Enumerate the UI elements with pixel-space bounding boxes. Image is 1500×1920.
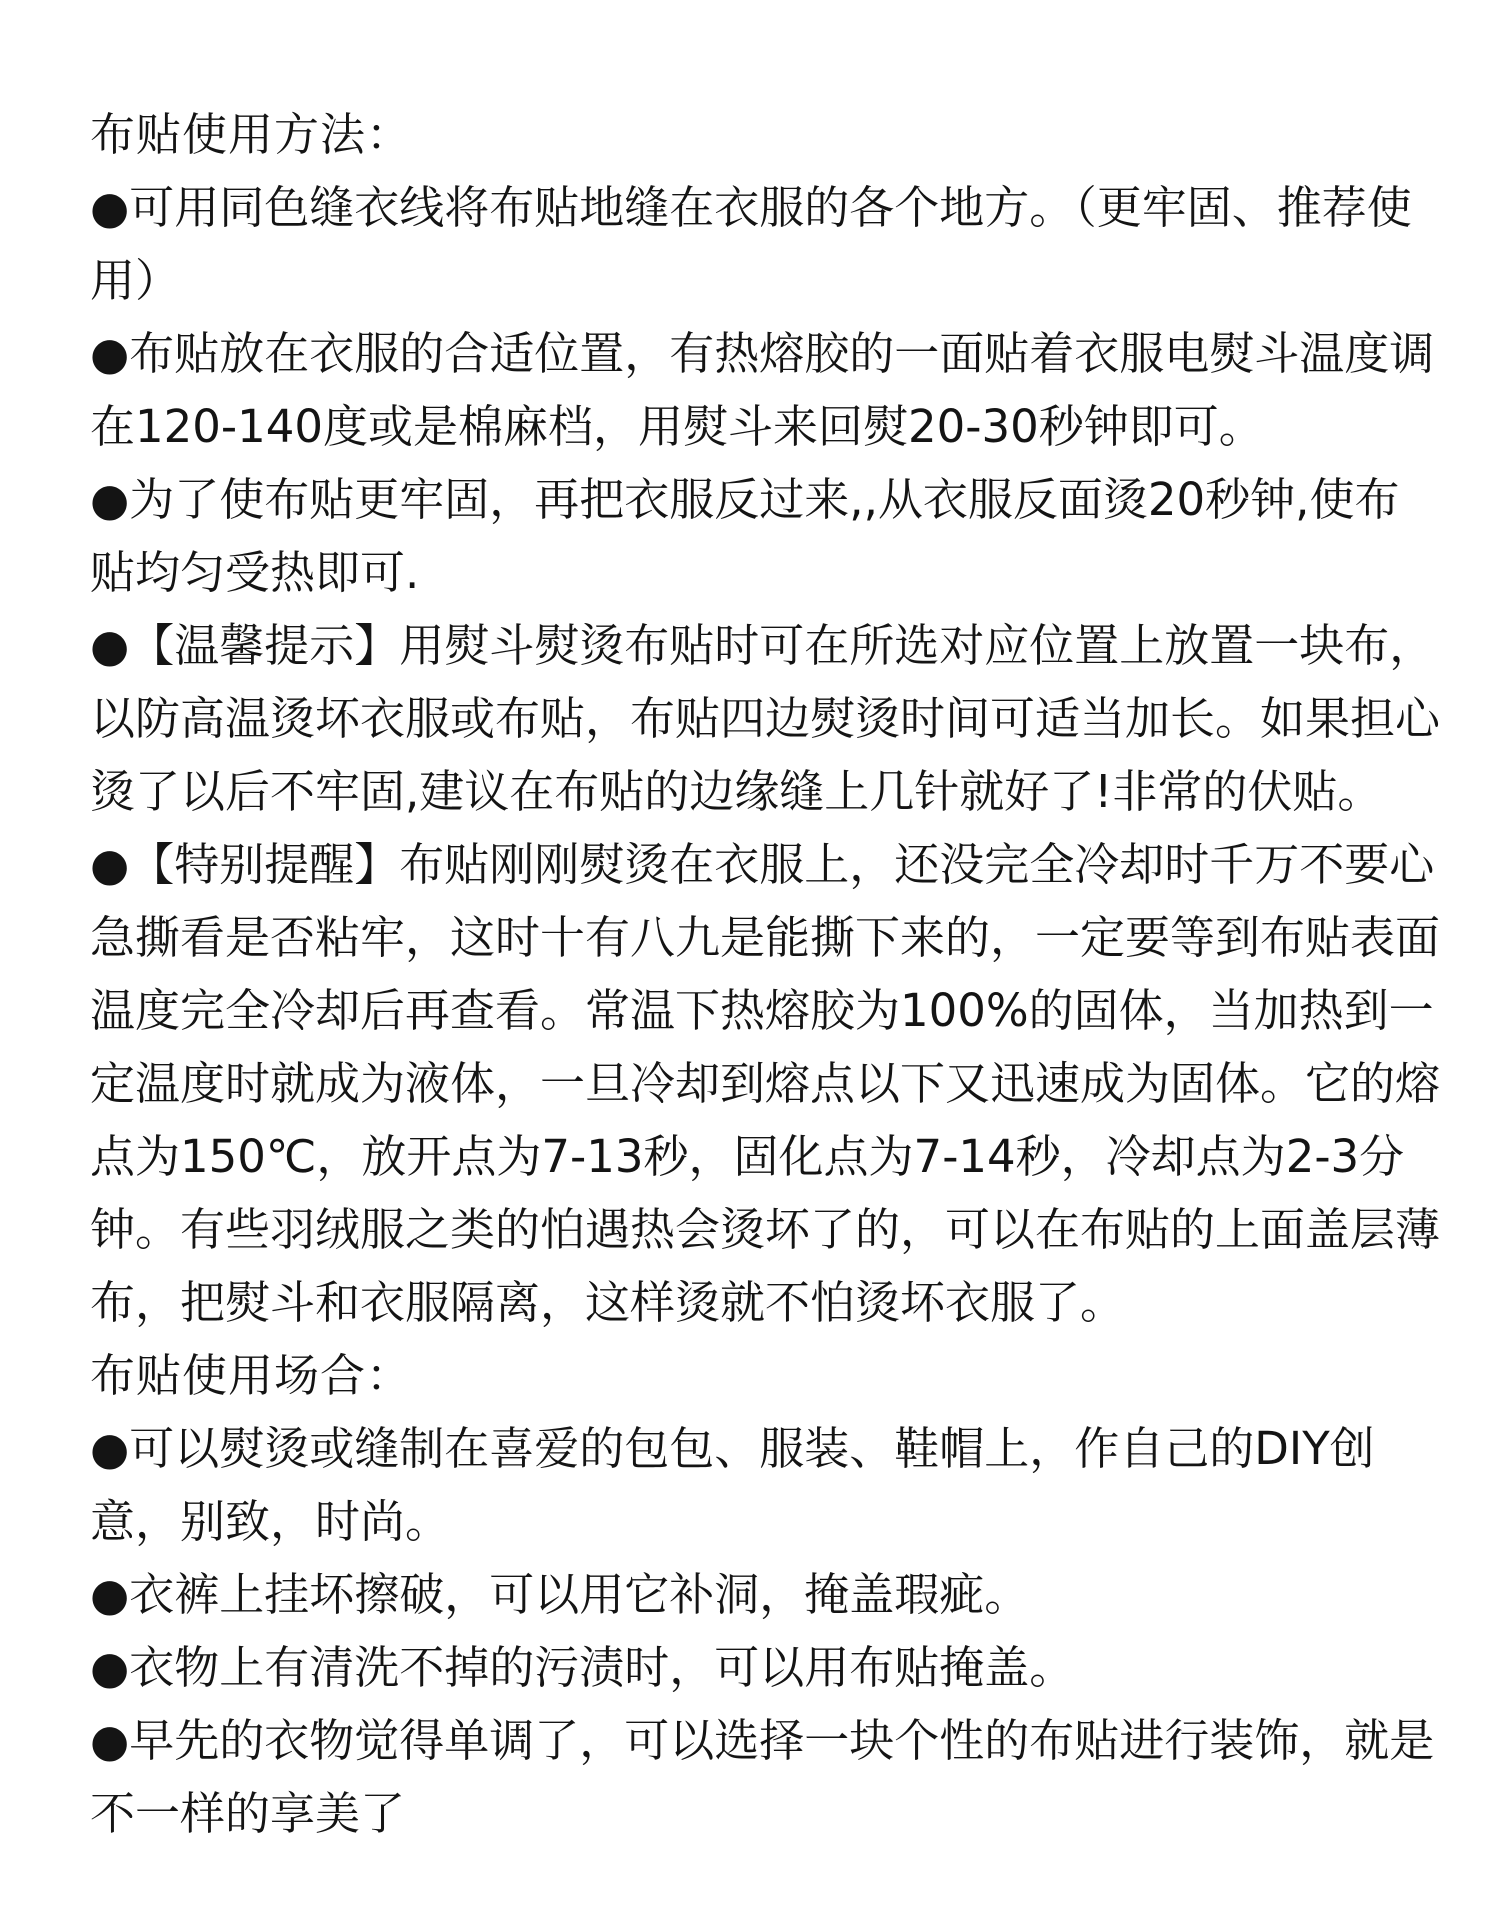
method-item-reverse-iron: ●为了使布贴更牢固，再把衣服反过来,,从衣服反面烫20秒钟,使布贴均匀受热即可. (90, 473, 1400, 599)
method-item-special-reminder: ●【特别提醒】布贴刚刚熨烫在衣服上，还没完全冷却时千万不要心急撕看是否粘牢，这时十有八九是能撕下来的，一定要等到布贴表面温度完全冷却后再查看。常温下热熔胶为100%的固体，当加热到一定温度时就成为液体，一旦冷却到熔点以下又迅速成为固体。它的熔点为150℃，放开点为7-13秒，固化点为7-14秒，冷却点为2-3分钟。有些羽绒服之类的怕遇热会烫坏了的，可以在布贴的上面盖层薄布，把熨斗和衣服隔离，这样烫就不怕烫坏衣服了。 (90, 838, 1441, 1329)
instructions-document (90, 98, 1440, 1850)
usage-method-heading: 布贴使用方法： (90, 108, 413, 161)
method-item-iron: ●布贴放在衣服的合适位置，有热熔胶的一面贴着衣服电熨斗温度调在120-140度或是棉麻档，用熨斗来回熨20-30秒钟即可。 (90, 327, 1435, 453)
occasion-item-patch-hole: ●衣裤上挂坏擦破，可以用它补洞，掩盖瑕疵。 (90, 1568, 1030, 1621)
usage-occasion-heading: 布贴使用场合： (90, 1349, 413, 1402)
occasion-item-cover-stain: ●衣物上有清洗不掉的污渍时，可以用布贴掩盖。 (90, 1641, 1075, 1694)
method-item-sew: ●可用同色缝衣线将布贴地缝在衣服的各个地方。（更牢固、推荐使用） (90, 181, 1412, 307)
occasion-item-decorate: ●早先的衣物觉得单调了，可以选择一块个性的布贴进行装饰，就是不一样的享美了 (90, 1714, 1435, 1840)
occasion-item-diy: ●可以熨烫或缝制在喜爱的包包、服装、鞋帽上，作自己的DIY创意，别致，时尚。 (90, 1422, 1375, 1548)
method-item-warm-tip: ●【温馨提示】用熨斗熨烫布贴时可在所选对应位置上放置一块布，以防高温烫坏衣服或布贴，布贴四边熨烫时间可适当加长。如果担心烫了以后不牢固,建议在布贴的边缘缝上几针就好了!非常的伏贴。 (90, 619, 1441, 818)
